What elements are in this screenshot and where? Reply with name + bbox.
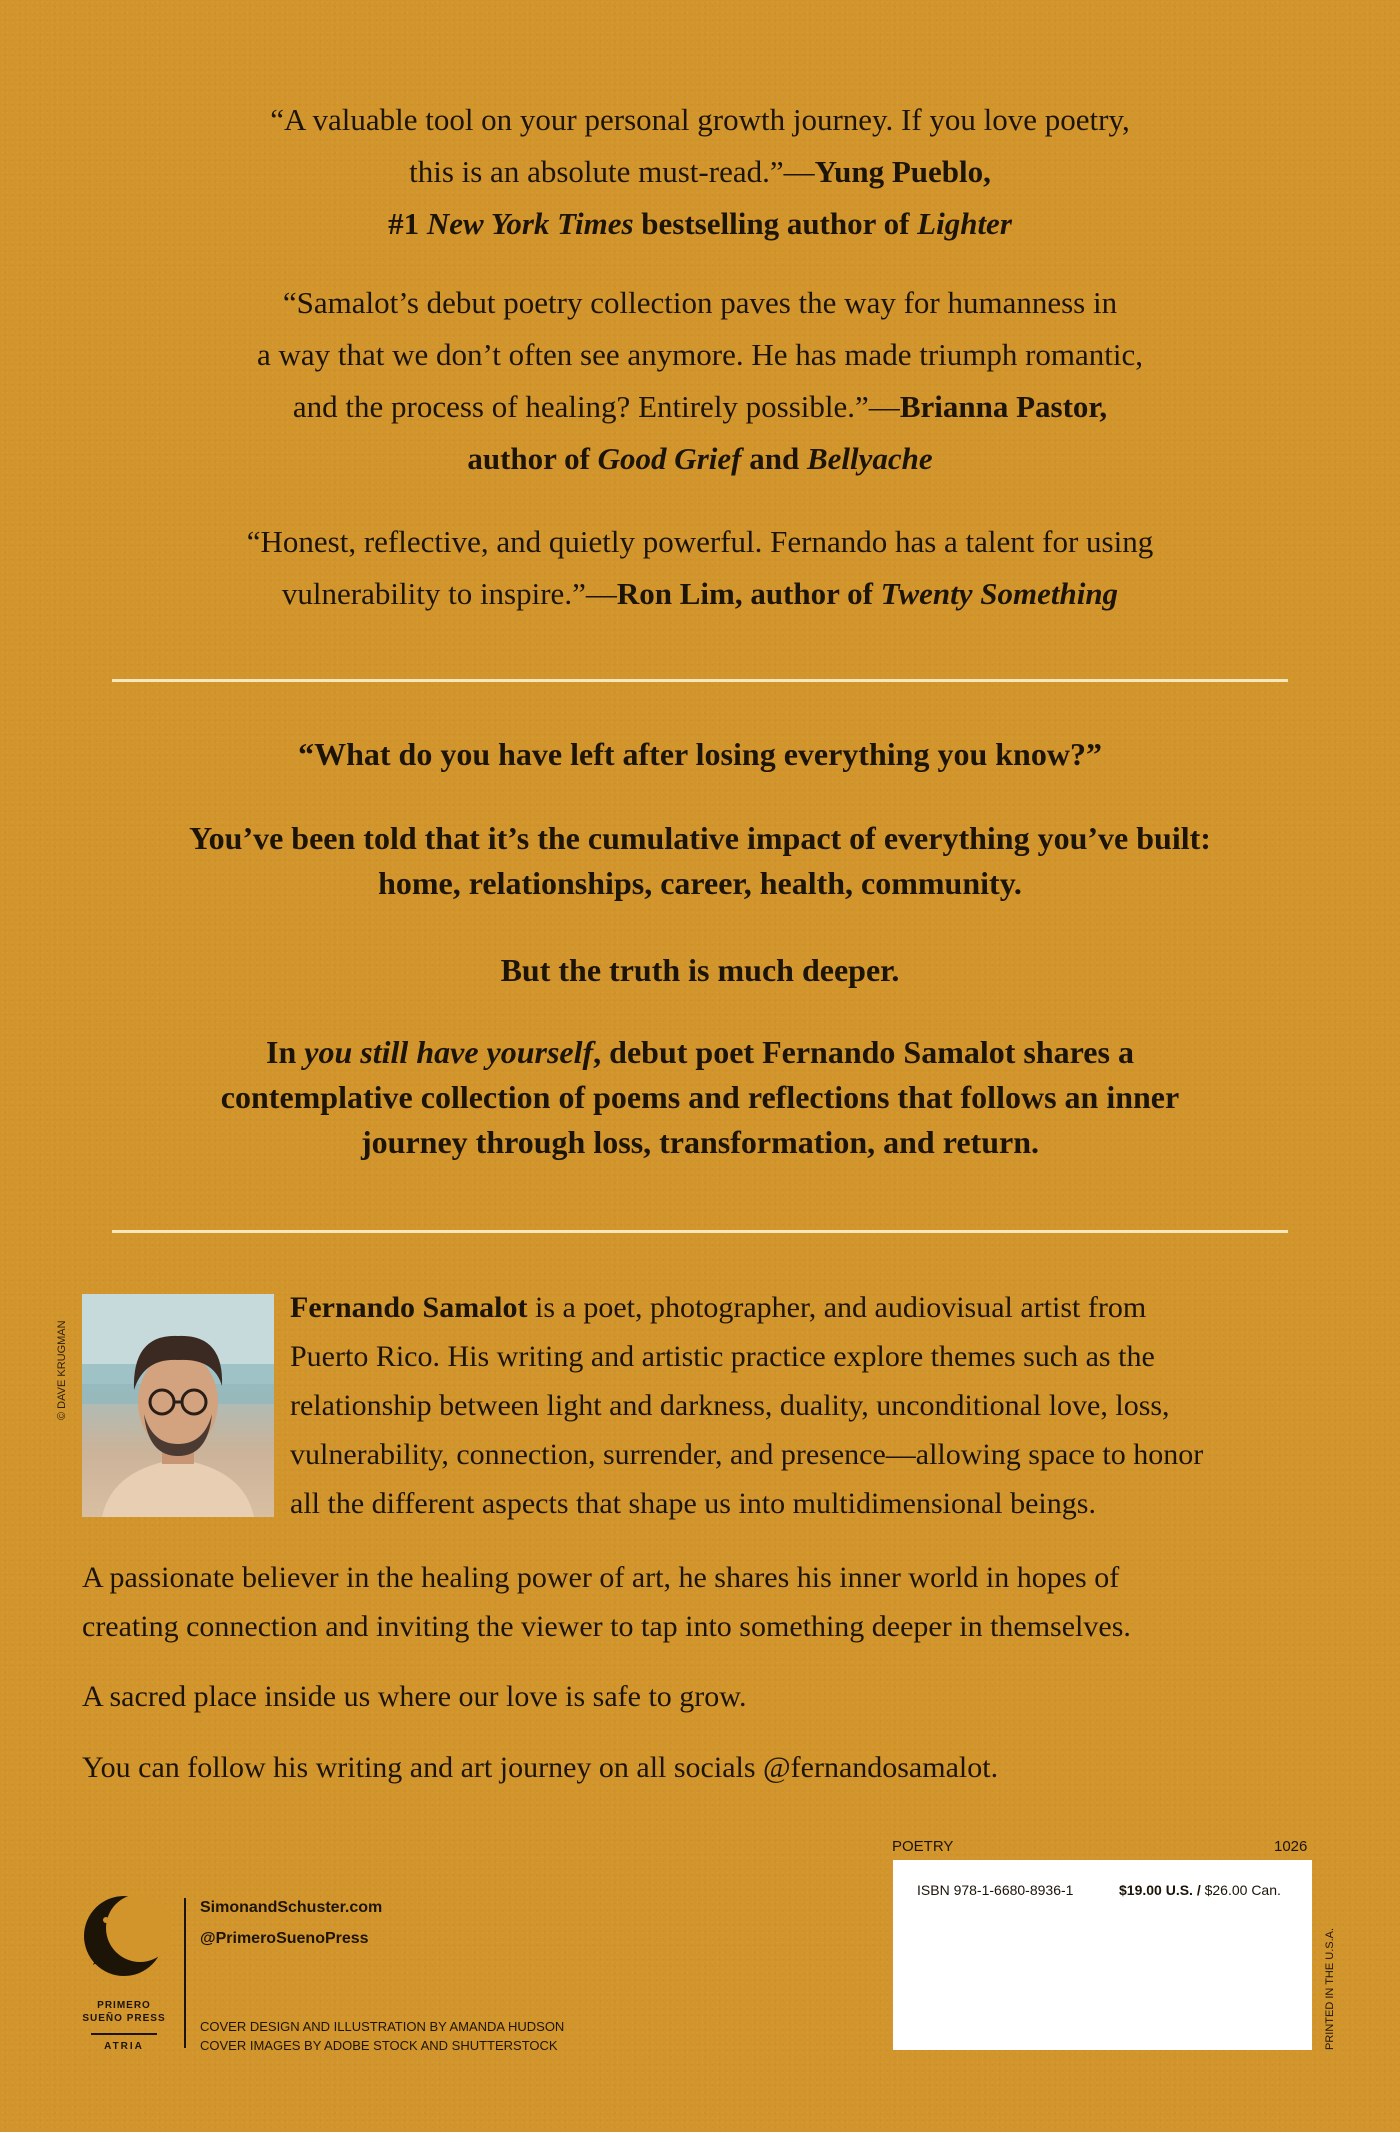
praise-quote-2 [100,277,1300,485]
praise-quote-1 [100,94,1300,250]
printed-in: PRINTED IN THE U.S.A. [1324,1927,1336,2050]
publisher-social: @PrimeroSuenoPress [200,1930,369,1947]
praise-1-line-1: “A valuable tool on your personal growth journey. If you love poetry, [270,102,1130,137]
isbn-number: ISBN 978-1-6680-8936-1 [917,1882,1074,1898]
publisher-website: SimonandSchuster.com [200,1899,383,1916]
category-code: 1026 [1274,1838,1308,1855]
bio-paragraph-2: A passionate believer in the healing power of art, he shares his inner world in hopes of creating connection and inviting the viewer to tap into something deeper in themselves. [82,1561,1131,1643]
category-label: POETRY [892,1838,954,1855]
description-question: “What do you have left after losing everything you know?” [298,736,1102,772]
praise-2-line-1: “Samalot’s debut poetry collection paves the way for humanness in [282,285,1118,320]
praise-1-author: Yung Pueblo, [814,154,991,189]
praise-2-author: Brianna Pastor, [899,389,1108,424]
publisher-name: PRIMERO SUEÑO PRESS [82,2000,166,2024]
price: $19.00 U.S. / $26.00 Can. [1119,1882,1281,1898]
divider-bottom [112,1230,1288,1233]
praise-3-line-1: “Honest, reflective, and quietly powerful. Fernando has a talent for using [246,524,1154,559]
praise-1-credential: #1 New York Times bestselling author of Lighter [388,206,1012,241]
bio-paragraph-3: A sacred place inside us where our love is safe to grow. [82,1680,747,1713]
moon-logo-icon [78,1890,170,1982]
praise-2-line-2: a way that we don’t often see anymore. He has made triumph romantic, [256,337,1144,372]
photo-credit: © DAVE KRUGMAN [56,1320,68,1420]
imprint-name: ATRIA [104,2041,144,2052]
divider-top [112,679,1288,682]
praise-2-line-3: and the process of healing? Entirely possible.”— [292,389,900,424]
description-paragraph-4: In you still have yourself, debut poet Fernando Samalot shares a contemplative collection of poems and reflections that follows an inner journey through loss, transformation, and return. [220,1034,1180,1160]
logo-rule [91,2033,157,2035]
logo-separator [184,1898,186,2048]
publisher-logo [78,1890,170,2052]
praise-3-line-2: vulnerability to inspire.”— [281,576,617,611]
author-name: Fernando Samalot [290,1291,528,1324]
description-paragraph-2: You’ve been told that it’s the cumulative impact of everything you’ve built: home, relationships, career, health, community. [189,820,1211,901]
bio-paragraph-1: Fernando Samalot is a poet, photographer, and audiovisual artist from Puerto Rico. His writing and artistic practice explore themes such as the relationship between light and darkness, duality, unconditional love, loss, vulnerability, connection, surrender, and presence—allowing space to honor all the different aspects that shape us into multidimensional beings. [290,1291,1204,1520]
praise-quote-3 [100,516,1300,620]
book-title: you still have yourself [304,1034,594,1070]
bio-paragraph-4: You can follow his writing and art journey on all socials @fernandosamalot. [82,1751,999,1784]
cover-credits: COVER DESIGN AND ILLUSTRATION BY AMANDA HUDSON COVER IMAGES BY ADOBE STOCK AND SHUTTERSTOCK [200,2019,565,2053]
praise-3-author: Ron Lim, author of Twenty Something [616,576,1119,611]
author-photo [82,1294,274,1517]
description-paragraph-3: But the truth is much deeper. [500,952,900,988]
praise-1-line-2: this is an absolute must-read.”— [409,154,815,189]
praise-2-credential: author of Good Grief and Bellyache [467,441,933,476]
isbn-box [893,1860,1312,2050]
